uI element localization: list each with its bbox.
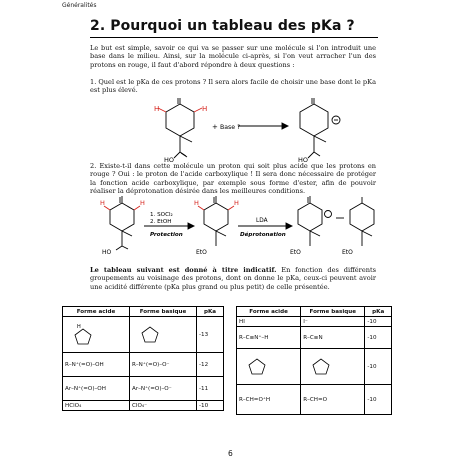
- table-left-header-base: Forme basique: [130, 307, 197, 317]
- table-right-row4-base: R–CH=O: [301, 385, 365, 415]
- thiophene-acid-icon: [239, 351, 279, 381]
- page-number: 6: [228, 449, 233, 458]
- table-left-row3-base: Ar–N⁺(=O)–O⁻: [130, 377, 197, 401]
- scheme2-label-eto-3: EtO: [342, 249, 353, 256]
- table-right-header-base: Forme basique: [301, 307, 365, 317]
- table-right-row1-acid: HI: [237, 317, 301, 327]
- table-intro-bold: Le tableau suivant est donné à titre indicatif.: [90, 266, 277, 274]
- svg-text:H: H: [77, 323, 81, 330]
- table-left-row1-base: [130, 317, 197, 353]
- thiophene-base-icon: [303, 351, 343, 381]
- scheme2-proton-h-2: H: [140, 199, 145, 207]
- paragraph-question-1: 1. Quel est le pKa de ces protons ? Il sera alors facile de choisir une base dont le pKa est plus élevé.: [90, 78, 376, 95]
- scheme2-label-eto-2: EtO: [290, 249, 301, 256]
- table-intro-rest: En fonction des différents groupements au voisinage des protons, dont on donne le pKa, ceux-ci peuvent avoir une acidité différente (pKa plus grand ou plus petit) de celle présentée.: [90, 266, 377, 291]
- table-row: [237, 327, 392, 349]
- pyrrole-acid-icon: [65, 319, 105, 349]
- pka-table-left: [62, 306, 224, 411]
- table-right-row3-base: [301, 349, 365, 385]
- table-right-row3-acid: [237, 349, 301, 385]
- reagent-base: Base ?: [220, 124, 241, 131]
- paragraph-question-2: 2. Existe-t-il dans cette molécule un proton qui soit plus acide que les protons en rouge ? Oui : le proton de l'acide carboxylique ! Il sera donc nécessaire de protéger la fonction acide carboxylique, par exemple sous forme d'ester, afin de pouvoir réaliser la déprotonation désirée dans les meilleures conditions.: [90, 162, 376, 195]
- table-left-row4-pka: -10: [197, 401, 224, 411]
- table-left-row3-acid: Ar–N⁺(=O)–OH: [63, 377, 130, 401]
- scheme2-proton-h-4: H: [234, 199, 239, 207]
- scheme2-proton-h-3: H: [194, 199, 199, 207]
- scheme2-protection-label: Protection: [150, 232, 183, 238]
- table-right-row4-acid: R–CH=O⁺H: [237, 385, 301, 415]
- pyrrole-base-icon: [132, 319, 172, 349]
- scheme2-deprotonation-label: Déprotonation: [240, 232, 286, 238]
- cyclohexanone-ring-1: [166, 104, 194, 136]
- table-left-row2-base: R–N⁺(=O)–O⁻: [130, 353, 197, 377]
- scheme2-proton-h-1: H: [100, 199, 105, 207]
- proton-h-right: H: [202, 105, 208, 113]
- table-left-row4-acid: HClO₄: [63, 401, 130, 411]
- paragraph-intro: Le but est simple, savoir ce qui va se passer sur une molécule si l'on introduit une base dans le milieu. Ainsi, sur la molécule ci-après, si l'on veut arracher l'un des protons en rouge, il faut d'abord répondre à deux questions :: [90, 44, 376, 69]
- scheme-protection-deprotonation: [88, 196, 384, 260]
- table-left-row4-base: ClO₄⁻: [130, 401, 197, 411]
- pka-table-right: [236, 306, 392, 415]
- label-ho-1: HO: [164, 156, 175, 164]
- scheme2-lda: LDA: [256, 218, 268, 224]
- table-right-row2-base: R–C≡N: [301, 327, 365, 349]
- table-left-row2-acid: R–N⁺(=O)–OH: [63, 353, 130, 377]
- table-row: [237, 349, 392, 385]
- table-left-row1-acid: [63, 317, 130, 353]
- table-row: [63, 401, 224, 411]
- table-left-row3-pka: -11: [197, 377, 224, 401]
- table-left-row1-pka: -13: [197, 317, 224, 353]
- scheme2-step1b: 2. EtOH: [150, 219, 172, 225]
- table-row: [237, 385, 392, 415]
- scheme2-label-ho: HO: [102, 249, 112, 256]
- cyclohexanone-ring-2: [300, 104, 328, 136]
- paragraph-table-intro: [90, 266, 376, 291]
- table-row: [63, 377, 224, 401]
- table-right-row1-pka: -10: [365, 317, 392, 327]
- scheme2-label-eto-1: EtO: [196, 249, 207, 256]
- table-row: [237, 317, 392, 327]
- table-right-row3-pka: -10: [365, 349, 392, 385]
- plus-sign: +: [212, 123, 218, 131]
- scheme2-step1a: 1. SOCl₂: [150, 212, 173, 218]
- table-left-row2-pka: -12: [197, 353, 224, 377]
- label-ho-2: HO: [298, 156, 309, 164]
- title-underline: [90, 37, 378, 38]
- table-right-row2-acid: R–C≡N⁺–H: [237, 327, 301, 349]
- proton-h-left: H: [154, 105, 160, 113]
- table-row: [63, 353, 224, 377]
- table-right-row2-pka: -10: [365, 327, 392, 349]
- table-right-header-acid: Forme acide: [237, 307, 301, 317]
- table-right-row1-base: I⁻: [301, 317, 365, 327]
- table-left-header-pka: pKa: [197, 307, 224, 317]
- running-header: Généralités: [62, 2, 97, 9]
- table-right-header-pka: pKa: [365, 307, 392, 317]
- table-left-header-acid: Forme acide: [63, 307, 130, 317]
- scheme-deprotonation: [140, 98, 360, 168]
- section-title: 2. Pourquoi un tableau des pKa ?: [90, 18, 355, 34]
- table-right-row4-pka: -10: [365, 385, 392, 415]
- table-row: [63, 317, 224, 353]
